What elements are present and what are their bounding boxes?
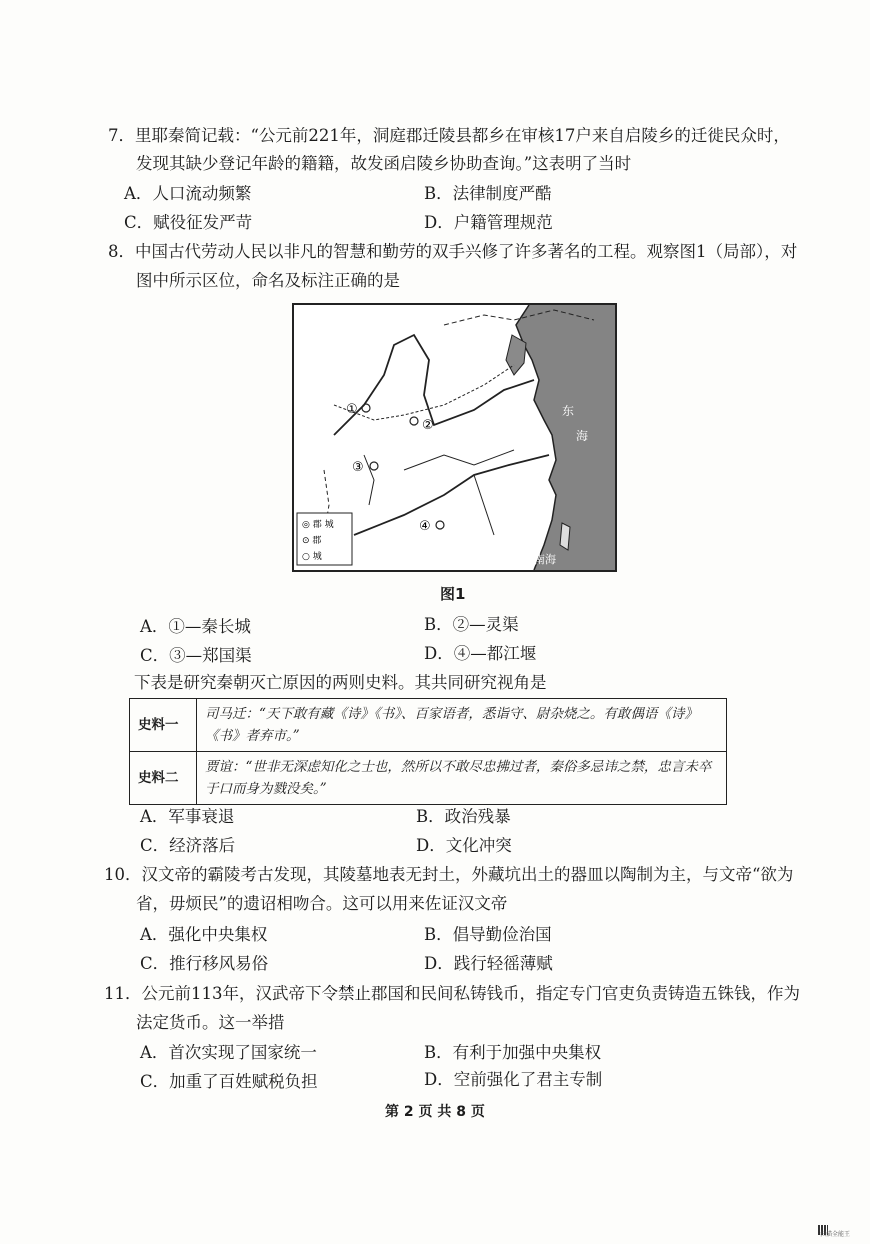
q8-option-b[interactable]: B．②—灵渠 bbox=[424, 615, 519, 634]
q11-option-b[interactable]: B．有利于加强中央集权 bbox=[424, 1043, 602, 1062]
q8-option-c[interactable]: C．③—郑国渠 bbox=[140, 646, 252, 665]
q11-option-d[interactable]: D．空前强化了君主专制 bbox=[424, 1070, 603, 1089]
q10-option-a[interactable]: A．强化中央集权 bbox=[140, 925, 268, 944]
q10-option-c[interactable]: C．推行移风易俗 bbox=[140, 954, 269, 973]
map-yellow-river bbox=[334, 335, 534, 435]
map-legend-item-1: ◎ 郡 城 bbox=[302, 520, 334, 530]
q7-option-b[interactable]: B．法律制度严酷 bbox=[424, 184, 552, 203]
table-row bbox=[130, 752, 727, 805]
q11-option-a[interactable]: A．首次实现了国家统一 bbox=[140, 1043, 317, 1062]
map-marker-2-symbol bbox=[410, 417, 418, 425]
q10-stem-line2: 省，毋烦民”的遗诏相吻合。这可以用来佐证汉文帝 bbox=[136, 894, 508, 913]
q10-option-d[interactable]: D．践行轻徭薄赋 bbox=[424, 954, 553, 973]
map-legend-item-2: ⊙ 郡 bbox=[302, 536, 322, 546]
page-footer: 第 2 页 共 8 页 bbox=[385, 1104, 485, 1120]
map-tributary-3 bbox=[474, 475, 494, 535]
q8-stem-line2: 图中所示区位，命名及标注正确的是 bbox=[136, 271, 400, 290]
q10-option-b[interactable]: B．倡导勤俭治国 bbox=[424, 925, 552, 944]
map-bohai-gulf bbox=[506, 335, 526, 375]
scanner-watermark: 扫描全能王 bbox=[820, 1231, 851, 1238]
q8-option-d[interactable]: D．④—都江堰 bbox=[424, 644, 537, 663]
q7-option-d[interactable]: D．户籍管理规范 bbox=[424, 213, 553, 232]
q9-stem-line1: 下表是研究秦朝灭亡原因的两则史料。其共同研究视角是 bbox=[134, 673, 547, 692]
source-text-2: 贾谊：“世非无深虑知化之士也，然所以不敢尽忠拂过者，秦俗多忌讳之禁，忠言未卒于口而身为戮没矣。” bbox=[197, 752, 727, 805]
map-marker-1: ① bbox=[346, 402, 358, 417]
map-drawing bbox=[294, 305, 615, 570]
q11-stem-line1: 11．公元前113年，汉武帝下令禁止郡国和民间私铸钱币，指定专门官吏负责铸造五铢钱，作为 bbox=[104, 984, 800, 1003]
map-legend-item-3: ○ 城 bbox=[302, 552, 322, 562]
map-label-east: 东 bbox=[562, 404, 575, 418]
map-yangtze-river bbox=[354, 455, 549, 535]
q8-option-a[interactable]: A．①—秦长城 bbox=[140, 617, 251, 636]
figure-caption: 图1 bbox=[440, 585, 466, 603]
figure-1-map bbox=[292, 303, 617, 572]
map-marker-3-symbol bbox=[370, 462, 378, 470]
map-label-sea: 海 bbox=[576, 429, 589, 443]
q9-option-a[interactable]: A．军事衰退 bbox=[140, 807, 235, 826]
q9-option-c[interactable]: C．经济落后 bbox=[140, 836, 236, 855]
q7-stem-line2: 发现其缺少登记年龄的籍籍，故发函启陵乡协助查询。”这表明了当时 bbox=[136, 154, 632, 173]
table-row bbox=[130, 699, 727, 752]
map-marker-2: ② bbox=[422, 418, 434, 433]
q7-option-a[interactable]: A．人口流动频繁 bbox=[124, 184, 252, 203]
q9-option-b[interactable]: B．政治残暴 bbox=[416, 807, 511, 826]
map-marker-3: ③ bbox=[352, 460, 364, 475]
map-marker-4: ④ bbox=[419, 519, 431, 534]
q11-stem-line2: 法定货币。这一举措 bbox=[136, 1013, 285, 1032]
q9-option-d[interactable]: D．文化冲突 bbox=[416, 836, 512, 855]
map-taiwan-island bbox=[560, 523, 570, 550]
q9-source-table bbox=[129, 698, 727, 805]
map-marker-4-symbol bbox=[436, 521, 444, 529]
q10-stem-line1: 10．汉文帝的霸陵考古发现，其陵墓地表无封土，外藏坑出土的器皿以陶制为主，与文帝“欲为 bbox=[104, 865, 794, 884]
q11-option-c[interactable]: C．加重了百姓赋税负担 bbox=[140, 1072, 318, 1091]
q7-option-c[interactable]: C．赋役征发严苛 bbox=[124, 213, 253, 232]
q8-stem-line1: 8．中国古代劳动人民以非凡的智慧和勤劳的双手兴修了许多著名的工程。观察图1（局部），对 bbox=[108, 242, 798, 261]
source-text-1: 司马迁：“天下敢有藏《诗》《书》、百家语者，悉诣守、尉杂烧之。有敢偶语《诗》《书》者弃市。” bbox=[197, 699, 727, 752]
map-label-south-sea: 南海 bbox=[534, 553, 556, 566]
map-marker-1-symbol bbox=[362, 404, 370, 412]
q7-stem-line1: 7．里耶秦简记载：“公元前221年，洞庭郡迁陵县都乡在审核17户来自启陵乡的迁徙民众时， bbox=[108, 126, 790, 145]
source-label-1: 史料一 bbox=[130, 699, 197, 752]
map-tributary-1 bbox=[404, 450, 514, 470]
source-label-2: 史料二 bbox=[130, 752, 197, 805]
